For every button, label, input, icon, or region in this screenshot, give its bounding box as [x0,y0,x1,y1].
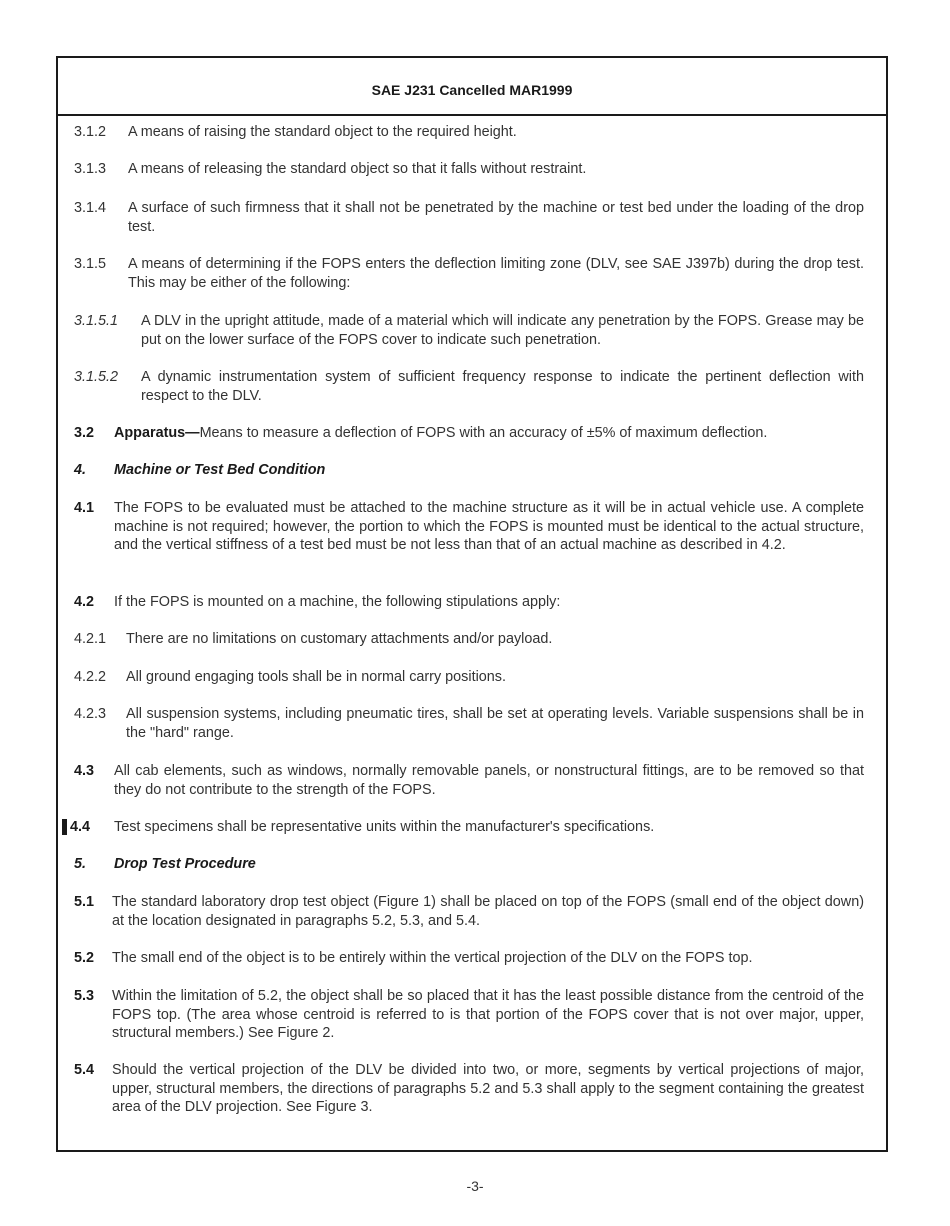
paragraph-text: All ground engaging tools shall be in normal carry positions. [126,669,506,685]
paragraph-number: 5.3 [74,988,95,1004]
paragraph-text: A dynamic instrumentation system of sufficient frequency response to indicate the pertinent deflection with respect to the DLV. [141,369,864,404]
document-header: SAE J231 Cancelled MAR1999 [58,58,886,116]
paragraph-number: 3.1.5 [74,256,107,272]
paragraph-number: 5.1 [74,894,95,910]
paragraph-number: 3.1.3 [74,161,107,177]
paragraph-text: The small end of the object is to be entirely within the vertical projection of the DLV on the FOPS top. [112,950,753,966]
paragraph-number: 4.4 [70,819,91,835]
paragraph-text [114,424,864,443]
paragraph-text: All suspension systems, including pneumatic tires, shall be set at operating levels. Variable suspensions shall be in the "hard" range. [126,706,864,741]
paragraph-text: Test specimens shall be representative units within the manufacturer's specifications. [114,819,655,835]
section-number: 4. [74,462,87,478]
paragraph-number: 4.2.1 [74,631,107,647]
paragraph-text: A surface of such firmness that it shall not be penetrated by the machine or test bed under the loading of the drop test. [128,200,864,235]
paragraph-text: A DLV in the upright attitude, made of a material which will indicate any penetration by the FOPS. Grease may be put on the lower surface of the FOPS cover to indicate such penetration. [141,313,864,348]
paragraph-number: 5.2 [74,950,95,966]
revision-change-bar [62,819,67,835]
paragraph-number: 3.1.5.2 [74,369,119,385]
paragraph-number: 4.2.3 [74,706,107,722]
paragraph-body: Means to measure a deflection of FOPS with an accuracy of ±5% of maximum deflection. [199,425,768,441]
paragraph-number: 4.2 [74,594,95,610]
paragraph-number: 3.1.5.1 [74,313,119,329]
paragraph-number: 4.2.2 [74,669,107,685]
paragraph-number: 5.4 [74,1062,95,1078]
page-number: -3- [466,1178,484,1194]
paragraph-number: 3.1.4 [74,200,107,216]
section-title: Machine or Test Bed Condition [114,462,326,478]
paragraph-lead: Apparatus— [114,425,200,441]
paragraph-text: A means of determining if the FOPS enters the deflection limiting zone (DLV, see SAE J397b) during the drop test. This may be either of the following: [128,256,864,291]
paragraph-number: 4.1 [74,500,95,516]
paragraph-number: 3.2 [74,425,95,441]
paragraph-text: All cab elements, such as windows, normally removable panels, or nonstructural fittings, are to be removed so that they do not contribute to the strength of the FOPS. [114,763,864,798]
paragraph-text: The FOPS to be evaluated must be attached to the machine structure as it will be in actual vehicle use. A complete machine is not required; however, the portion to which the FOPS is mounted must be identical to the actual structure, and the vertical stiffness of a test bed must be not less than that of an actual machine as described in 4.2. [114,500,864,554]
paragraph-text: Within the limitation of 5.2, the object shall be so placed that it has the least possible distance from the centroid of the FOPS top. (The area whose centroid is referred to is that portion of the FOPS cover that is not over major, upper, structural members.) See Figure 2. [112,988,864,1042]
paragraph-number: 3.1.2 [74,124,107,140]
paragraph-text: Should the vertical projection of the DLV be divided into two, or more, segments by vertical projections of major, upper, structural members, the directions of paragraphs 5.2 and 5.3 shall apply to the segment containing the greatest area of the DLV projection. See Figure 3. [112,1062,864,1116]
section-number: 5. [74,856,87,872]
paragraph-text: The standard laboratory drop test object (Figure 1) shall be placed on top of the FOPS (small end of the object down) at the location designated in paragraphs 5.2, 5.3, and 5.4. [112,894,864,929]
paragraph-text: A means of raising the standard object to the required height. [128,124,517,140]
paragraph-text: A means of releasing the standard object so that it falls without restraint. [128,161,587,177]
section-title: Drop Test Procedure [114,856,256,872]
paragraph-number: 4.3 [74,763,95,779]
paragraph-text: There are no limitations on customary attachments and/or payload. [126,631,553,647]
paragraph-text: If the FOPS is mounted on a machine, the following stipulations apply: [114,594,561,610]
